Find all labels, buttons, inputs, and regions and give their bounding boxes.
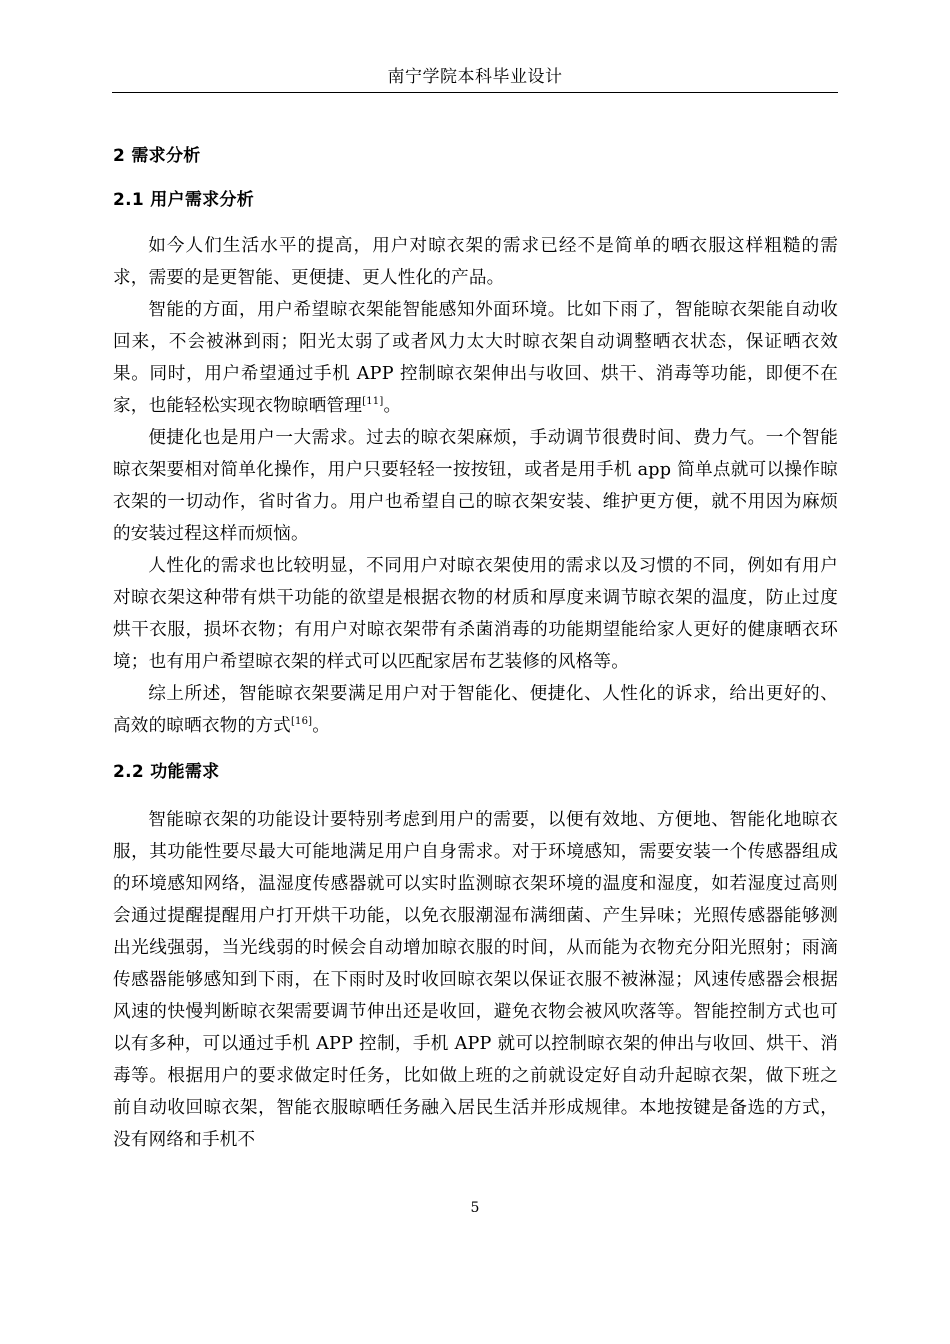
paragraph-text: 智能的方面，用户希望晾衣架能智能感知外面环境。比如下雨了，智能晾衣架能自动收回来，不会被淋到雨；阳光太弱了或者风力太大时晾衣架自动调整晒衣状态，保证晒衣效果。同时，用户希望通过手机 APP 控制晾衣架伸出与收回、烘干、消毒等功能，即便不在家，也能轻松实现衣物晾晒管理 — [113, 300, 838, 416]
citation-ref: [16] — [290, 716, 313, 727]
paragraph-2-1-1 — [113, 230, 838, 294]
paragraph-tail: 。 — [383, 396, 402, 416]
page-number: 5 — [470, 1200, 480, 1216]
paragraph-text: 综上所述，智能晾衣架要满足用户对于智能化、便捷化、人性化的诉求，给出更好的、高效的晾晒衣物的方式 — [113, 684, 838, 736]
section-2-heading: 2 需求分析 — [113, 146, 201, 166]
running-header: 南宁学院本科毕业设计 — [387, 67, 563, 87]
section-2-1-heading: 2.1 用户需求分析 — [113, 190, 255, 210]
paragraph-text: 人性化的需求也比较明显，不同用户对晾衣架使用的需求以及习惯的不同，例如有用户对晾衣架这种带有烘干功能的欲望是根据衣物的材质和厚度来调节晾衣架的温度，防止过度烘干衣服，损坏衣物；有用户对晾衣架带有杀菌消毒的功能期望能给家人更好的健康晒衣环境；也有用户希望晾衣架的样式可以匹配家居布艺装修的风格等。 — [113, 556, 838, 672]
citation-ref: [11] — [362, 396, 384, 407]
paragraph-text: 如今人们生活水平的提高，用户对晾衣架的需求已经不是简单的晒衣服这样粗糙的需求，需要的是更智能、更便捷、更人性化的产品。 — [113, 236, 838, 288]
paragraph-2-2-1 — [113, 804, 838, 1156]
paragraph-2-1-4 — [113, 550, 838, 678]
paragraph-2-1-5 — [113, 678, 838, 742]
paragraph-2-1-2 — [113, 294, 838, 422]
paragraph-text: 便捷化也是用户一大需求。过去的晾衣架麻烦，手动调节很费时间、费力气。一个智能晾衣架要相对简单化操作，用户只要轻轻一按按钮，或者是用手机 app 简单点就可以操作晾衣架的一切动作，省时省力。用户也希望自己的晾衣架安装、维护更方便，就不用因为麻烦的安装过程这样而烦恼。 — [113, 428, 838, 544]
paragraph-tail: 。 — [312, 716, 331, 736]
header-divider — [112, 92, 838, 93]
page-body — [113, 140, 838, 1156]
paragraph-2-1-3 — [113, 422, 838, 550]
paragraph-text: 智能晾衣架的功能设计要特别考虑到用户的需要，以便有效地、方便地、智能化地晾衣服，其功能性要尽最大可能地满足用户自身需求。对于环境感知，需要安装一个传感器组成的环境感知网络，温湿度传感器就可以实时监测晾衣架环境的温度和湿度，如若湿度过高则会通过提醒提醒用户打开烘干功能，以免衣服潮湿布满细菌、产生异味；光照传感器能够测出光线强弱，当光线弱的时候会自动增加晾衣服的时间，从而能为衣物充分阳光照射；雨滴传感器能够感知到下雨，在下雨时及时收回晾衣架以保证衣服不被淋湿；风速传感器会根据风速的快慢判断晾衣架需要调节伸出还是收回，避免衣物会被风吹落等。智能控制方式也可以有多种，可以通过手机 APP 控制，手机 APP 就可以控制晾衣架的伸出与收回、烘干、消毒等。根据用户的要求做定时任务，比如做上班的之前就设定好自动升起晾衣架，做下班之前自动收回晾衣架，智能衣服晾晒任务融入居民生活并形成规律。本地按键是备选的方式，没有网络和手机不 — [113, 810, 838, 1150]
section-2-2-heading: 2.2 功能需求 — [113, 762, 220, 782]
